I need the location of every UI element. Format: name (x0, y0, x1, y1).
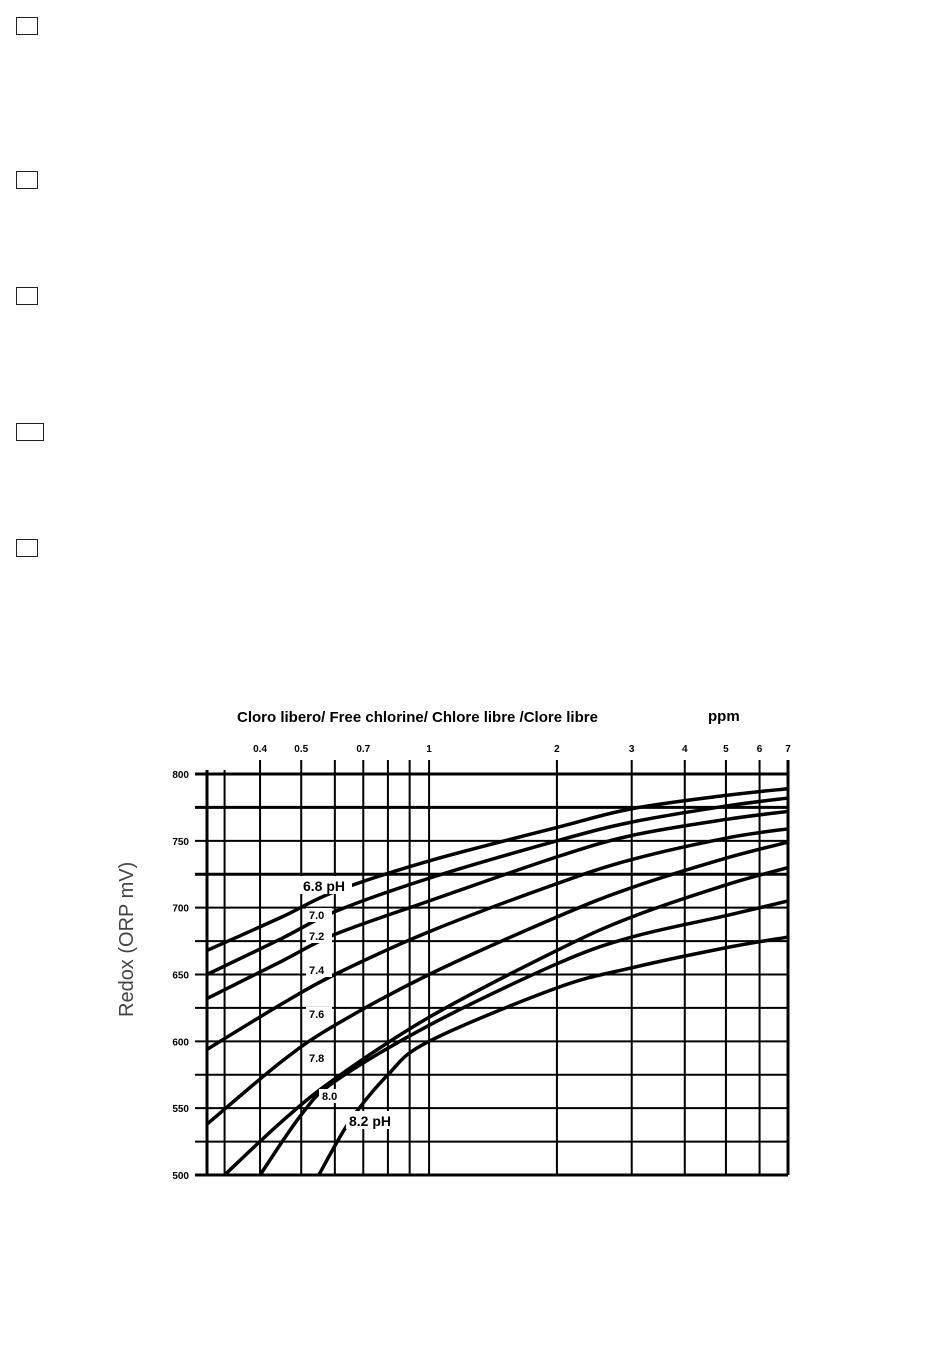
y-tick-label: 500 (172, 1171, 189, 1182)
series-line-ph-8.2 (319, 937, 788, 1175)
y-tick-label: 700 (172, 903, 189, 915)
chart-title: Cloro libero/ Free chlorine/ Chlore libre /Clore libre (237, 709, 598, 726)
series-label-ph-8.2: 8.2 pH (349, 1113, 392, 1129)
x-tick-label: 7 (785, 744, 791, 755)
series-line-ph-6.8 (207, 789, 788, 951)
chart-curves (207, 789, 788, 1175)
y-tick-label: 650 (172, 970, 189, 982)
series-label-ph-7.8: 7.8 (309, 1053, 325, 1065)
series-line-ph-8.0 (260, 901, 788, 1175)
y-tick-label: 600 (172, 1037, 189, 1049)
x-tick-label: 0.5 (294, 744, 309, 755)
series-line-ph-7.4 (207, 829, 788, 1050)
y-tick-label: 800 (172, 770, 189, 781)
x-tick-label: 6 (756, 744, 763, 755)
series-label-ph-8.0: 8.0 (322, 1091, 338, 1103)
x-tick-label: 1 (426, 744, 432, 755)
series-label-ph-7.6: 7.6 (309, 1009, 325, 1021)
series-label-ph-7.2: 7.2 (309, 931, 325, 943)
x-tick-label: 0.4 (253, 744, 268, 755)
chart-unit-label: ppm (708, 708, 740, 725)
series-label-ph-7.0: 7.0 (309, 910, 325, 922)
series-label-ph-6.8: 6.8 pH (303, 878, 346, 894)
series-label-ph-7.4: 7.4 (309, 965, 325, 977)
x-tick-label: 4 (681, 744, 688, 755)
x-tick-label: 0.7 (356, 744, 371, 755)
y-tick-label: 750 (172, 836, 189, 848)
series-line-ph-7.6 (207, 842, 788, 1124)
x-tick-label: 2 (554, 744, 560, 755)
y-tick-label: 550 (172, 1104, 189, 1116)
x-tick-label: 3 (628, 744, 635, 755)
y-axis-label: Redox (ORP mV) (116, 861, 138, 1017)
x-tick-label: 5 (723, 744, 729, 755)
